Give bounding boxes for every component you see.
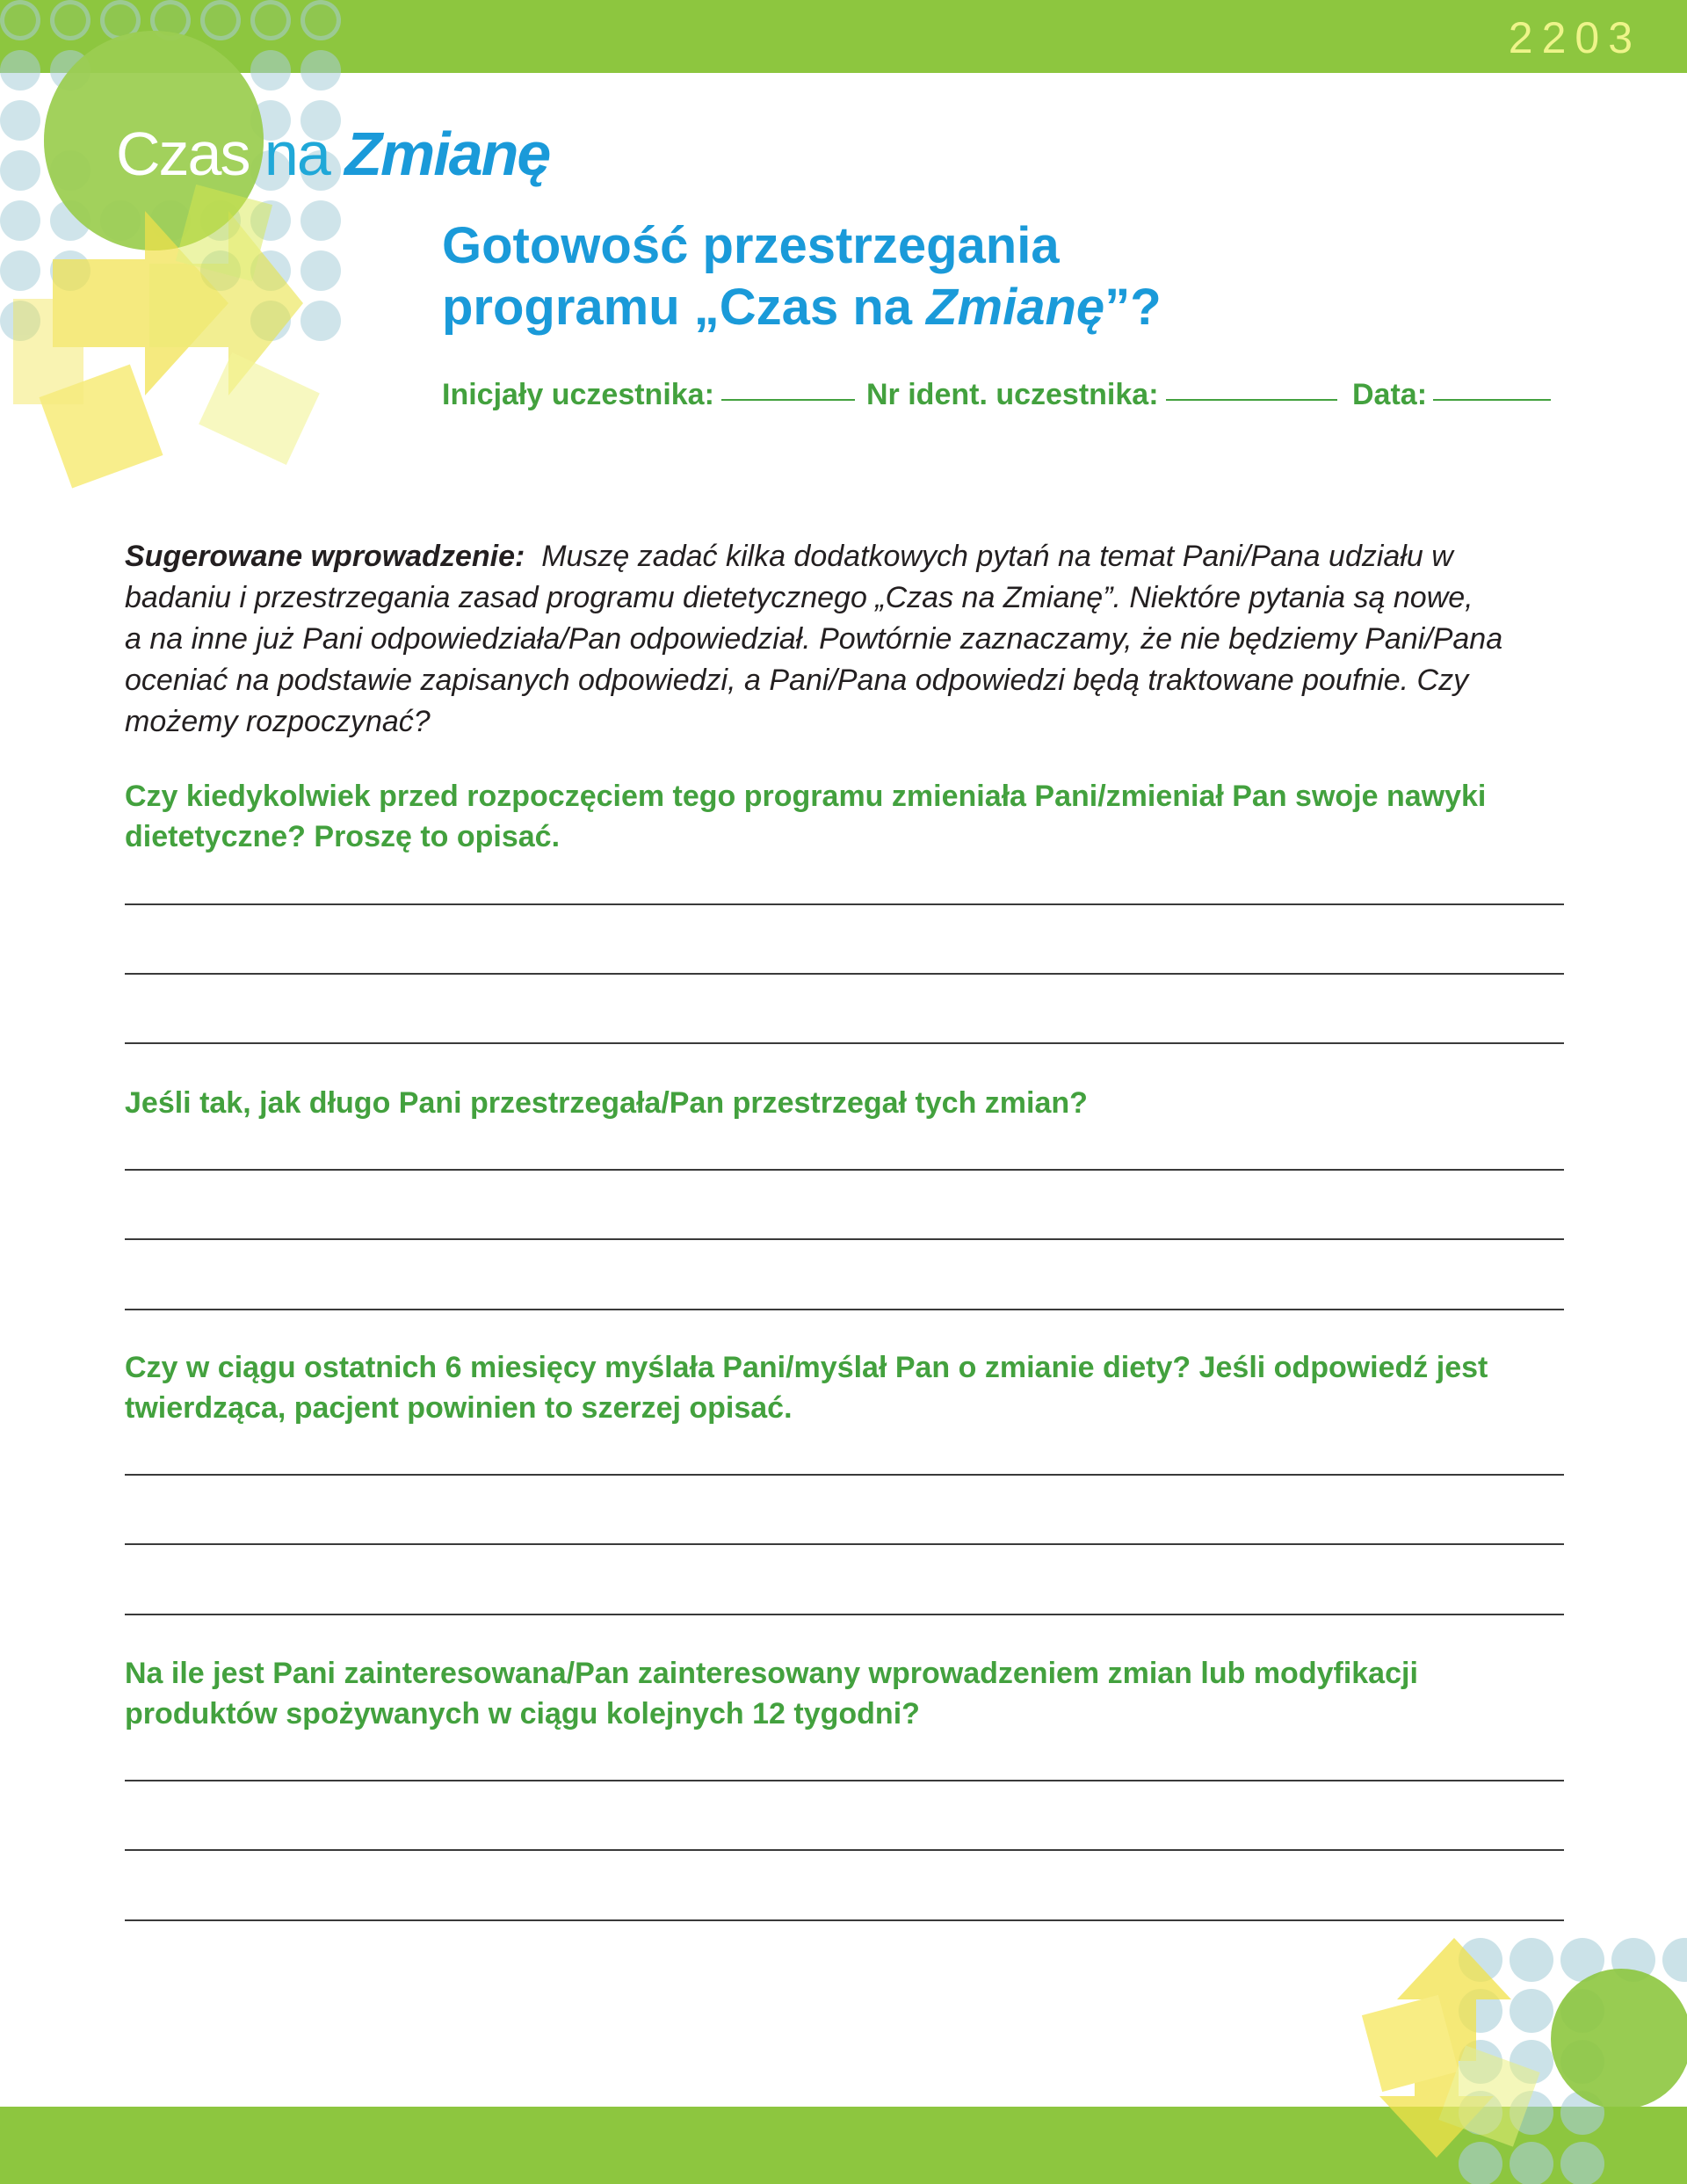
- question-4: [125, 1653, 1566, 1734]
- date-input-line[interactable]: [1433, 399, 1551, 401]
- intro-line-1-text: Muszę zadać kilka dodatkowych pytań na temat Pani/Pana udziału w: [525, 540, 1453, 573]
- question-3-answer-line[interactable]: [125, 1474, 1564, 1476]
- title-line-2-prefix: programu „Czas na: [442, 279, 927, 336]
- logo-word-czas: Czas: [116, 120, 250, 188]
- intro-lead: Sugerowane wprowadzenie:: [125, 540, 525, 573]
- question-1-line-1: Czy kiedykolwiek przed rozpoczęciem tego programu zmieniała Pani/zmieniał Pan swoje nawyki: [125, 780, 1487, 813]
- question-4-answer-line[interactable]: [125, 1919, 1564, 1921]
- question-4-line-2: produktów spożywanych w ciągu kolejnych 12 tygodni?: [125, 1697, 920, 1731]
- top-left-decoration: [0, 0, 369, 510]
- question-4-line-1: Na ile jest Pani zainteresowana/Pan zainteresowany wprowadzeniem zmian lub modyfikacji: [125, 1657, 1418, 1690]
- intro-line-4: oceniać na podstawie zapisanych odpowiedzi, a Pani/Pana odpowiedzi będą traktowane poufnie. Czy: [125, 664, 1469, 697]
- bottom-right-decoration: [1353, 1925, 1687, 2184]
- question-2-answer-line[interactable]: [125, 1169, 1564, 1171]
- intro-line-5: możemy rozpoczynać?: [125, 705, 431, 738]
- date-field: [1352, 376, 1427, 413]
- question-3-line-1: Czy w ciągu ostatnich 6 miesięcy myślała Pani/myślał Pan o zmianie diety? Jeśli odpowiedź jest: [125, 1351, 1488, 1384]
- title-line-2: [442, 277, 1162, 338]
- form-number: 2203: [1508, 13, 1641, 62]
- title-line-2-italic: Zmianę: [926, 279, 1105, 336]
- question-1: [125, 776, 1566, 857]
- question-2-line-1: Jeśli tak, jak długo Pani przestrzegała/Pan przestrzegał tych zmian?: [125, 1086, 1088, 1120]
- page-title: [442, 215, 1162, 338]
- initials-input-line[interactable]: [721, 399, 855, 401]
- intro-line-2: badaniu i przestrzegania zasad programu dietetycznego „Czas na Zmianę”. Niektóre pytania są nowe,: [125, 581, 1473, 614]
- date-label: Data:: [1352, 378, 1428, 411]
- participant-id-input-line[interactable]: [1166, 399, 1337, 401]
- question-2-answer-line[interactable]: [125, 1238, 1564, 1240]
- intro-line-3: a na inne już Pani odpowiedziała/Pan odpowiedział. Powtórnie zaznaczamy, że nie będziemy Pani/Pana: [125, 622, 1503, 656]
- question-1-answer-line[interactable]: [125, 1042, 1564, 1044]
- title-line-1: Gotowość przestrzegania: [442, 217, 1060, 274]
- question-3-answer-line[interactable]: [125, 1543, 1564, 1545]
- initials-field: [442, 376, 714, 413]
- question-2: [125, 1083, 1566, 1123]
- question-3: [125, 1347, 1566, 1428]
- question-3-answer-line[interactable]: [125, 1614, 1564, 1615]
- participant-id-field: [866, 376, 1159, 413]
- question-1-answer-line[interactable]: [125, 903, 1564, 905]
- question-1-answer-line[interactable]: [125, 973, 1564, 975]
- suggested-introduction: [125, 536, 1566, 743]
- initials-label: Inicjały uczestnika:: [442, 378, 714, 411]
- question-2-answer-line[interactable]: [125, 1309, 1564, 1310]
- logo-word-na: na: [249, 120, 345, 188]
- logo-word-zmiane: Zmianę: [344, 120, 550, 188]
- question-3-line-2: twierdząca, pacjent powinien to szerzej opisać.: [125, 1391, 793, 1425]
- title-line-2-suffix: ”?: [1104, 279, 1162, 336]
- question-1-line-2: dietetyczne? Proszę to opisać.: [125, 820, 561, 853]
- participant-id-label: Nr ident. uczestnika:: [866, 378, 1159, 411]
- intro-line-1: [125, 536, 1566, 577]
- question-4-answer-line[interactable]: [125, 1780, 1564, 1781]
- question-4-answer-line[interactable]: [125, 1849, 1564, 1851]
- program-logo: [116, 119, 549, 189]
